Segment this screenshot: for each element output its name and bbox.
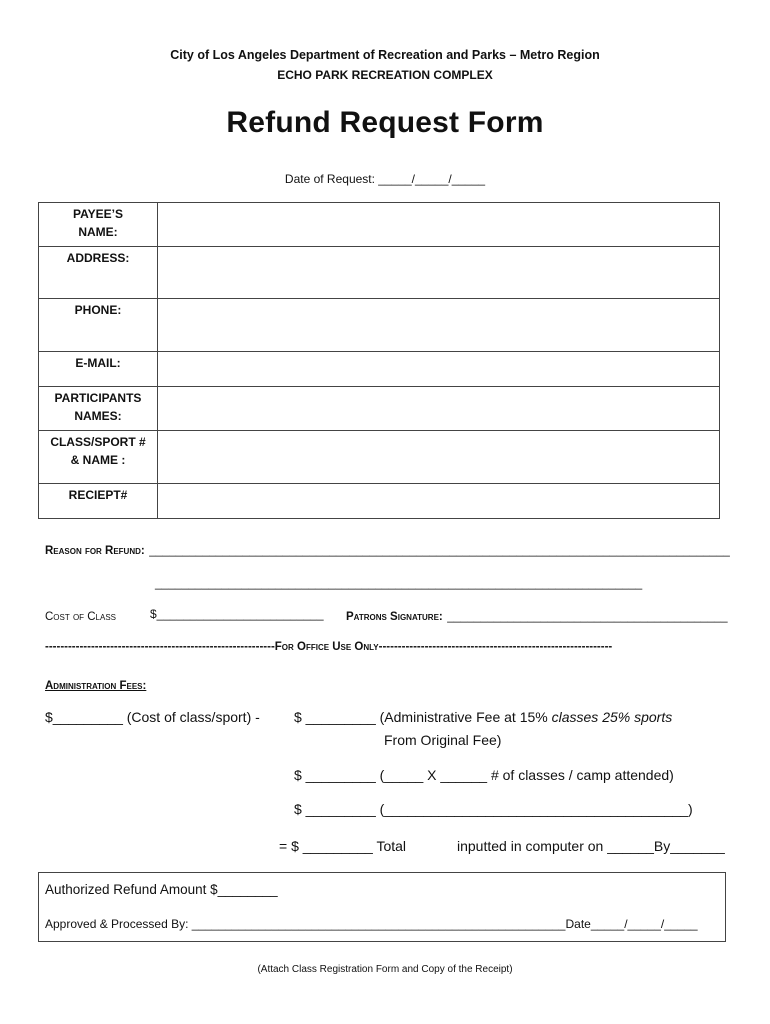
reason-label: Reason for Refund: — [45, 545, 145, 557]
class-sport-label: CLASS/SPORT # & NAME : — [39, 431, 158, 484]
cost-label: Cost of Class — [45, 611, 117, 623]
admin-fee-line-1b: From Original Fee) — [384, 732, 502, 748]
attach-note: (Attach Class Registration Form and Copy of the Receipt) — [257, 964, 513, 975]
signature-label: Patrons Signature: — [346, 611, 443, 623]
authorized-amount[interactable]: Authorized Refund Amount $________ — [45, 882, 278, 897]
receipt-label: RECIEPT# — [39, 484, 158, 519]
office-use-divider — [45, 641, 612, 653]
classes-attended-line[interactable]: $ _________ (_____ X ______ # of classes / camp attended) — [294, 767, 674, 783]
email-label: E-MAIL: — [39, 352, 158, 387]
phone-field[interactable] — [158, 299, 720, 352]
office-use-label: For Office Use Only — [274, 641, 379, 653]
divider-left: ------------------------------------------------------------ — [45, 641, 275, 653]
total-line[interactable]: = $ _________ Total — [279, 838, 407, 854]
inputted-line[interactable]: inputted in computer on ______By_______ — [457, 838, 725, 854]
admin-heading: Administration Fees: — [45, 680, 147, 692]
other-deduction-line[interactable]: $ _________ (_______________________________________) — [294, 801, 693, 817]
admin-cost-field[interactable]: $_________ (Cost of class/sport) - — [45, 709, 260, 725]
address-label: ADDRESS: — [39, 247, 158, 299]
participants-field[interactable] — [158, 387, 720, 431]
approved-by-line[interactable]: Approved & Processed By: ________________________________________________________Date_____/_____/_____ — [45, 917, 698, 931]
phone-label: PHONE: — [39, 299, 158, 352]
sports-text: 25% sports — [602, 709, 673, 725]
reason-row — [45, 541, 730, 559]
email-field[interactable] — [158, 352, 720, 387]
payee-name-field[interactable] — [158, 203, 720, 247]
classes-text: classes — [551, 709, 599, 725]
divider-right: ------------------------------------------------------------- — [378, 641, 613, 653]
address-field[interactable] — [158, 247, 720, 299]
signature-row — [346, 607, 728, 625]
admin-fee-line-1 — [294, 709, 672, 725]
class-sport-field[interactable] — [158, 431, 720, 484]
payee-name-label: PAYEE’S NAME: — [39, 203, 158, 247]
signature-line[interactable]: __________________________________________ — [447, 609, 728, 623]
approval-box — [38, 872, 726, 942]
date-of-request[interactable]: Date of Request: _____/_____/_____ — [284, 172, 486, 186]
reason-line-2[interactable]: _________________________________________________________________________ — [155, 576, 643, 590]
receipt-field[interactable] — [158, 484, 720, 519]
reason-line-1[interactable]: _______________________________________________________________________________________ — [149, 543, 730, 557]
cost-row — [45, 607, 116, 625]
department-header: City of Los Angeles Department of Recreation and Parks – Metro Region — [170, 48, 600, 62]
payee-info-table — [38, 202, 720, 519]
form-title: Refund Request Form — [226, 106, 544, 139]
participants-label: PARTICIPANTS NAMES: — [39, 387, 158, 431]
admin-fee-field[interactable]: $ _________ (Administrative Fee at 15% — [294, 709, 548, 725]
cost-field[interactable]: $_________________________ — [150, 607, 324, 621]
facility-header: ECHO PARK RECREATION COMPLEX — [277, 68, 493, 82]
